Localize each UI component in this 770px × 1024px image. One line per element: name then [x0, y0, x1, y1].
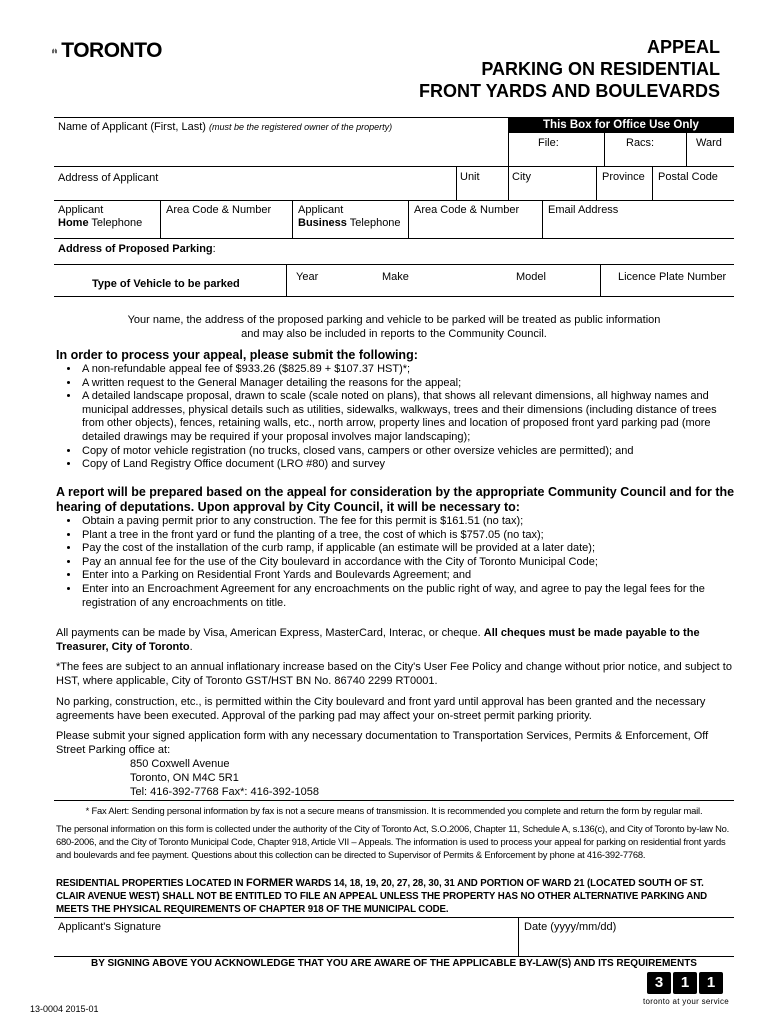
- city-hall-icon: [52, 38, 57, 64]
- submission-item: • A non-refundable appeal fee of $933.26 ($825.89 + $107.37 HST)*;: [80, 363, 736, 377]
- submission-item: • Copy of motor vehicle registration (no trucks, closed vans, campers or other oversize vehicles are permitted); and: [80, 445, 736, 459]
- signature-row: [54, 917, 734, 957]
- logo-text: TORONTO: [61, 39, 162, 62]
- digit-3: 3: [647, 972, 671, 994]
- digit-1a: 1: [673, 972, 697, 994]
- vehicle-model-field[interactable]: Model: [516, 271, 546, 283]
- home-tel-line1: Applicant: [58, 204, 104, 216]
- submit-to-text: Please submit your signed application form with any necessary documentation to Transportation Services, Permits & Enforcement, Off Street Parking office at:: [56, 730, 709, 756]
- approval-heading: A report will be prepared based on the appeal for consideration by the appropriate Community Council and for the hearing of deputations. Upon approval by City Council, it will be necessary to:: [56, 485, 735, 514]
- applicant-address-field[interactable]: Address of Applicant: [58, 172, 159, 184]
- title-line-1: APPEAL: [646, 37, 720, 57]
- applicant-form: [54, 117, 734, 297]
- office-file-label: File:: [538, 137, 559, 149]
- vehicle-type-label: Type of Vehicle to be parked: [92, 278, 240, 290]
- biz-tel-rest: Telephone: [346, 217, 401, 229]
- payments-paragraph: [56, 626, 736, 654]
- submit-to-paragraph: [56, 729, 736, 799]
- vehicle-make-field[interactable]: Make: [382, 271, 409, 283]
- province-field[interactable]: Province: [602, 171, 645, 183]
- email-address-field[interactable]: Email Address: [548, 204, 619, 216]
- home-telephone-label: [58, 204, 142, 230]
- applicant-signature-field[interactable]: Applicant's Signature: [58, 921, 161, 933]
- biz-tel-line1: Applicant: [298, 204, 344, 216]
- home-area-code-field[interactable]: Area Code & Number: [166, 204, 272, 216]
- proposed-parking-label: Address of Proposed Parking: [58, 243, 213, 255]
- submission-item: • A detailed landscape proposal, drawn to scale (scale noted on plans), that shows all relevant dimensions, all highway names and municipal addresses, physical details such as utilities, sidewalks, walkways, trees and their dimensions (including distance of trees from other objects), fences, retaining walls, etc., north arrow, property lines and location of proposed front yard parking pad (more detailed drawings may be required if your proposal involves major landscaping);: [80, 390, 736, 444]
- notice-line-2: and may also be included in reports to the Community Council.: [241, 328, 547, 340]
- residential-restriction-note: [56, 877, 732, 916]
- vehicle-year-field[interactable]: Year: [296, 271, 319, 283]
- approval-requirements: [56, 485, 736, 610]
- business-telephone-label: [298, 204, 401, 230]
- payments-text: All payments can be made by Visa, American Express, MasterCard, Interac, or cheque.: [56, 627, 484, 639]
- submission-item: • Copy of Land Registry Office document (LRO #80) and survey: [80, 458, 736, 472]
- digit-1b: 1: [699, 972, 723, 994]
- proposed-parking-field[interactable]: [58, 243, 216, 256]
- logo-tagline: toronto at your service: [642, 997, 730, 1006]
- approval-item: • Pay an annual fee for the use of the City boulevard in accordance with the City of Toronto Municipal Code;: [80, 556, 736, 570]
- approval-list: [56, 515, 736, 610]
- toronto-311-logo: [640, 972, 732, 1006]
- applicant-name-note: (must be the registered owner of the property): [209, 122, 393, 132]
- office-address: [130, 757, 736, 799]
- residential-part2: WARDS 14, 18, 19, 20, 27, 28, 30, 31 AND PORTION OF WARD 21 (LOCATED SOUTH OF ST. CLAIR AVENUE WEST) SHALL NOT BE ENTITLED TO FILE AN APPEAL UNLESS THE PROPERTY HAS NO OTHER ALTERNATIVE PARKING AND MEETS THE PHYSICAL REQUIREMENTS OF CHAPTER 918 OF THE MUNICIPAL CODE.: [56, 878, 708, 915]
- business-area-code-field[interactable]: Area Code & Number: [414, 204, 520, 216]
- residential-part1: RESIDENTIAL PROPERTIES LOCATED IN: [56, 878, 247, 889]
- biz-tel-bold: Business: [298, 217, 347, 229]
- postal-code-field[interactable]: Postal Code: [658, 171, 718, 183]
- approval-item: • Enter into a Parking on Residential Front Yards and Boulevards Agreement; and: [80, 569, 736, 583]
- residential-former: FORMER: [246, 877, 294, 889]
- proposed-parking-colon: :: [212, 243, 216, 255]
- payments-bold: All cheques must be made payable to the Treasurer, City of Toronto: [56, 627, 700, 653]
- address-line-2: Toronto, ON M4C 5R1: [130, 772, 239, 784]
- fax-alert: [54, 800, 734, 819]
- title-line-2: PARKING ON RESIDENTIAL: [481, 59, 720, 79]
- submission-requirements: [56, 348, 736, 472]
- address-line-1: 850 Coxwell Avenue: [130, 758, 230, 770]
- applicant-name-label: Name of Applicant: [58, 121, 148, 133]
- office-racs-label: Racs:: [626, 137, 655, 149]
- approval-item: • Enter into an Encroachment Agreement for any encroachments on the public right of way, and agree to pay the legal fees for the registration of any encroachments on title.: [80, 583, 736, 610]
- title-line-3: FRONT YARDS AND BOULEVARDS: [418, 81, 720, 101]
- office-phones: Tel: 416-392-7768 Fax*: 416-392-1058: [130, 786, 319, 798]
- home-tel-rest: Telephone: [88, 217, 143, 229]
- notice-line-1: Your name, the address of the proposed parking and vehicle to be parked will be treated as public information: [127, 314, 661, 326]
- approval-item: • Obtain a paving permit prior to any construction. The fee for this permit is $161.51 (no tax);: [80, 515, 736, 529]
- no-parking-note: No parking, construction, etc., is permitted within the City boulevard and front yard until approval has been granted and the necessary agreements have been executed. Approval of the parking pad may affect your on-street permit parking priority.: [56, 696, 706, 722]
- fax-alert-text: * Fax Alert: Sending personal information by fax is not a secure means of transmission. It is recommended you complete and return the form by regular mail.: [85, 805, 703, 816]
- home-tel-bold: Home: [58, 217, 89, 229]
- applicant-name-hint: (First, Last): [150, 121, 206, 133]
- form-title: [419, 36, 720, 102]
- form-code: 13-0004 2015-01: [30, 1004, 99, 1014]
- privacy-notice: The personal information on this form is collected under the authority of the City of Toronto Act, S.O.2006, Chapter 11, Schedule A, s.136(c), and City of Toronto by-law No. 680-2006, and the City of Toronto Municipal Code, Chapter 918, Article VII – Appeals. The information is used to process your appeal for parking on residential front yards and boulevards and fee payment. Questions about this collection can be directed to Supervisor of Permits & Enforcement by phone at 416-392-7768.: [56, 823, 730, 860]
- approval-item: • Pay the cost of the installation of the curb ramp, if applicable (an estimate will be provided at a later date);: [80, 542, 736, 556]
- submission-heading: In order to process your appeal, please submit the following:: [56, 348, 418, 362]
- city-field[interactable]: City: [512, 171, 531, 183]
- public-information-notice: [54, 313, 734, 341]
- office-use-header: This Box for Office Use Only: [508, 118, 734, 133]
- city-of-toronto-logo: [52, 34, 162, 68]
- unit-field[interactable]: Unit: [460, 171, 480, 183]
- licence-plate-field[interactable]: Licence Plate Number: [618, 271, 727, 283]
- approval-item: • Plant a tree in the front yard or fund the planting of a tree, the cost of which is $757.05 (no tax);: [80, 529, 736, 543]
- signature-date-field[interactable]: Date (yyyy/mm/dd): [524, 921, 617, 933]
- payments-end: .: [189, 641, 193, 653]
- submission-list: [56, 363, 736, 472]
- acknowledgement-statement: BY SIGNING ABOVE YOU ACKNOWLEDGE THAT YOU ARE AWARE OF THE APPLICABLE BY-LAW(S) AND ITS REQUIREMENTS: [91, 958, 697, 969]
- applicant-name-field[interactable]: [58, 121, 392, 134]
- submission-item: • A written request to the General Manager detailing the reasons for the appeal;: [80, 377, 736, 391]
- office-ward-label: Ward: [696, 137, 722, 149]
- fees-note: *The fees are subject to an annual inflationary increase based on the City's User Fee Policy and change without prior notice, and subject to HST, where applicable, City of Toronto GST/HST BN No. 86740 2299 RT0001.: [56, 661, 732, 687]
